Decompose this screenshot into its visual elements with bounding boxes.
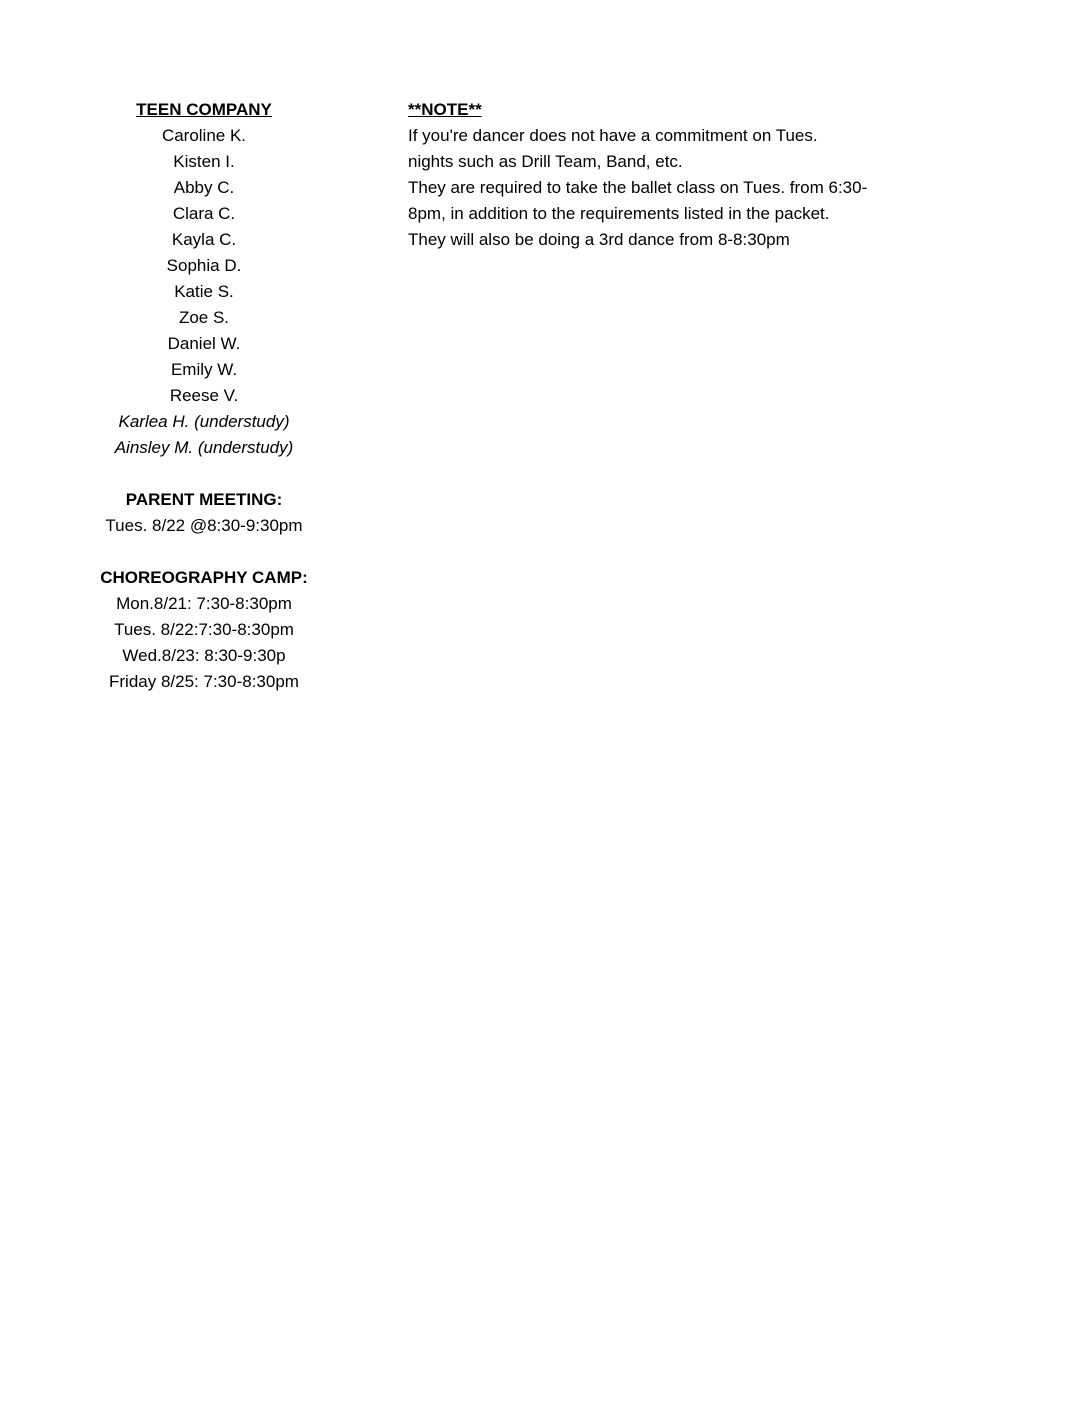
note-line: If you're dancer does not have a commitment on Tues. <box>408 126 818 145</box>
member-name: Daniel W. <box>167 334 241 353</box>
parent-meeting-heading: PARENT MEETING: <box>125 490 283 509</box>
section-spacer <box>90 539 318 565</box>
member-name: Kayla C. <box>171 230 237 249</box>
member-name: Caroline K. <box>161 126 247 145</box>
camp-session: Mon.8/21: 7:30-8:30pm <box>116 594 292 613</box>
camp-session: Wed.8/23: 8:30-9:30p <box>122 646 286 665</box>
note-heading: **NOTE** <box>408 100 482 119</box>
member-name: Sophia D. <box>166 256 242 275</box>
camp-session: Friday 8/25: 7:30-8:30pm <box>109 672 299 691</box>
understudy-name: Ainsley M. (understudy) <box>114 438 294 457</box>
section-spacer <box>90 461 318 487</box>
member-name: Zoe S. <box>178 308 230 327</box>
member-name: Emily W. <box>170 360 238 379</box>
note-line: nights such as Drill Team, Band, etc. <box>408 152 683 171</box>
member-name: Reese V. <box>169 386 239 405</box>
note-line: 8pm, in addition to the requirements listed in the packet. <box>408 204 830 223</box>
member-name: Abby C. <box>173 178 235 197</box>
note-line: They will also be doing a 3rd dance from 8-8:30pm <box>408 230 790 249</box>
roster-column <box>90 97 318 695</box>
understudy-name: Karlea H. (understudy) <box>118 412 290 431</box>
parent-meeting-time: Tues. 8/22 @8:30-9:30pm <box>105 516 303 535</box>
note-line: They are required to take the ballet class on Tues. from 6:30- <box>408 178 868 197</box>
teen-company-heading: TEEN COMPANY <box>136 100 272 119</box>
camp-session: Tues. 8/22:7:30-8:30pm <box>114 620 294 639</box>
member-name: Katie S. <box>174 282 234 301</box>
member-name: Kisten I. <box>173 152 235 171</box>
member-name: Clara C. <box>172 204 236 223</box>
note-column <box>408 97 928 253</box>
choreography-camp-heading: CHOREOGRAPHY CAMP: <box>100 568 308 587</box>
